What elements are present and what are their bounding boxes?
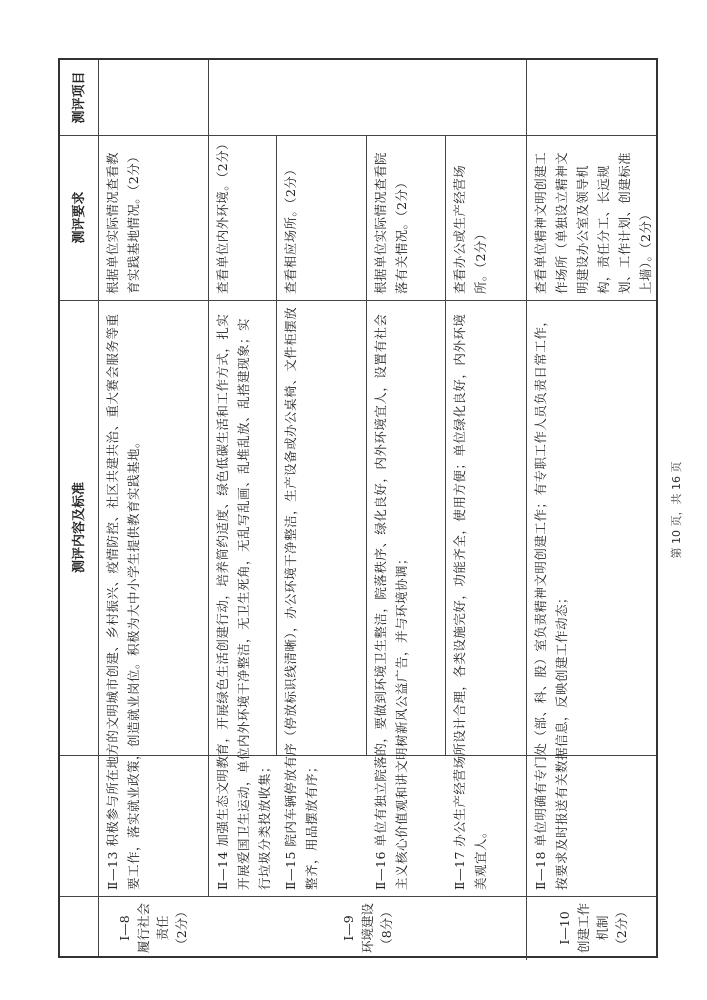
table-divider xyxy=(208,60,209,135)
project-score: （2分） xyxy=(174,905,189,951)
requirement-text: 查看单位精神文明创建工作场所（单独设立精神文明建设办公室及领导机构，责任分工、长远规划、工作计划、创建标准上墙）。（2分） xyxy=(533,152,653,294)
standard-text: Ⅱ—17 办公生产经营场所设计合理，各类设施完好，功能齐全，使用方便；单位绿化良好，内外环境美观宜人。 xyxy=(452,313,488,890)
project-cell xyxy=(98,896,208,960)
requirement-text: 根据单位实际情况查看教育实践基地情况。（2分） xyxy=(105,149,141,294)
project-cell xyxy=(526,896,660,960)
requirement-text: 查看相应场所。（2分） xyxy=(283,162,298,294)
project-code: Ⅰ—10 xyxy=(557,911,572,945)
standard-text: Ⅱ—15 院内车辆停放有序（停放标识线清晰），办公环境干净整洁，生产设备或办公桌椅、文件柜摆放整齐，用品摆放有序； xyxy=(283,306,319,890)
project-name: 履行社会责任 xyxy=(136,903,170,954)
requirement-text: 根据单位实际情况查看院落有关情况。（2分） xyxy=(373,152,409,294)
evaluation-table xyxy=(58,58,658,958)
standard-text: Ⅱ—13 积极参与所在地方的文明城市创建、乡村振兴、疫情防控、社区共建共治、重大赛会服务等重要工作，落实就业政策，创造就业岗位。积极为大中小学生提供教育实践基地。 xyxy=(105,313,141,890)
project-code: Ⅰ—9 xyxy=(340,915,356,941)
standard-text: Ⅱ—18 单位明确有专门处（部、科、股）室负责精神文明创建工作；有专职工作人员负责日常工作，按要求及时报送有关数据信息，反映创建工作动态； xyxy=(533,313,569,890)
project-score: （8分） xyxy=(378,905,394,951)
requirement-text: 查看单位内外环境。（2分） xyxy=(215,137,230,294)
page-footer: 第 10 页，共 16 页 xyxy=(670,461,683,559)
project-score: （2分） xyxy=(614,905,629,951)
requirement-text: 查看办公或生产经营场所。（2分） xyxy=(452,164,488,294)
standard-text: Ⅱ—14 加强生态文明教育，开展绿色生活创建行动，培养简约适度、绿色低碳生活和工作方式，扎实开展爱国卫生运动，单位内外环境干净整洁，无卫生死角，无乱写乱画、乱堆乱放、乱搭建现象；实行垃圾分类投放收集； xyxy=(215,313,272,890)
standard-text: Ⅱ—16 单位有独立院落的，要做到环境卫生整洁，院落秩序、绿化良好，内外环境宜人，设置有社会主义核心价值观和讲文明树新风公益广告，并与环境协调； xyxy=(373,313,409,890)
project-name: 环境建设 xyxy=(359,903,375,954)
header-requirement: 测评要求 xyxy=(71,191,87,244)
header-project: 测评项目 xyxy=(71,71,87,124)
header-content: 测评内容及标准 xyxy=(71,482,87,574)
project-name: 创建工作机制 xyxy=(576,903,610,954)
project-code: Ⅰ—8 xyxy=(117,915,132,941)
project-cell xyxy=(208,896,526,960)
